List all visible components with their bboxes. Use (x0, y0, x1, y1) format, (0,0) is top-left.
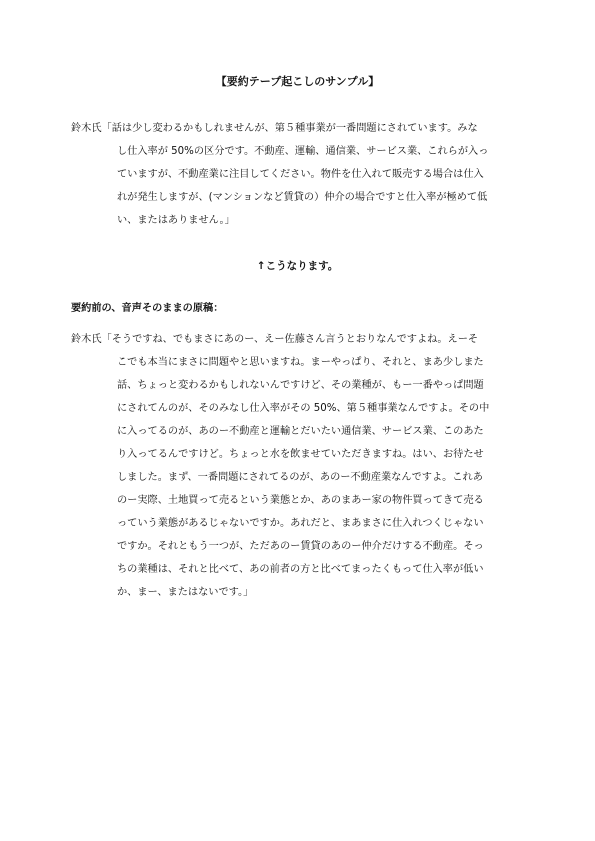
original-line: か、まー、またはないです。」 (117, 587, 254, 598)
original-line: り入ってるんですけど。ちょっと水を飲ませていただきますね。はい、お待たせ (117, 449, 484, 460)
document-title: 【要約テープ起こしのサンプル】 (215, 75, 380, 88)
summary-line: し仕入率が 50%の区分です。不動産、運輸、通信業、サービス業、これらが入っ (117, 146, 489, 157)
original-line: に入ってるのが、あのー不動産と運輸とだいたい通信業、サービス業、このあた (117, 426, 484, 437)
original-line: ちの業種は、それと比べて、あの前者の方と比べてまったくもって仕入率が低い (117, 564, 484, 575)
summary-transcript (71, 117, 531, 232)
original-line: しました。まず、一番問題にされてるのが、あのー不動産業なんですよ。これあ (117, 472, 483, 483)
arrow-note: ↑こうなります。 (256, 260, 339, 272)
summary-line: ていますが、不動産業に注目してください。物件を仕入れて販売する場合は仕入 (117, 169, 484, 180)
original-line: こでも本当にまさに問題やと思いますね。まーやっぱり、それと、まあ少しまた (117, 357, 484, 368)
summary-line: れが発生しますが、(マンションなど賃貸の）仲介の場合ですと仕入率が極めて低 (117, 192, 488, 203)
original-line: ですか。それともう一つが、ただあのー賃貸のあのー仲介だけする不動産。そっ (117, 541, 484, 552)
summary-line: 鈴木氏「話は少し変わるかもしれませんが、第５種事業が一番問題にされています。みな (71, 123, 478, 134)
summary-line: い、またはありません。」 (117, 215, 235, 226)
original-line: にされてんのが、そのみなし仕入率がその 50%、第５種事業なんですよ。その中 (117, 403, 490, 414)
original-line: 話、ちょっと変わるかもしれないんですけど、その業種が、もー一番やっぱ問題 (117, 380, 484, 391)
original-transcript (71, 328, 531, 604)
original-line: 鈴木氏「そうですね、でもまさにあのー、えー佐藤さん言うとおりなんですよね。えーそ (71, 334, 479, 345)
original-line: っていう業態があるじゃないですか。あれだと、まあまさに仕入れつくじゃない (117, 518, 484, 529)
original-heading: 要約前の、音声そのままの原稿： (71, 303, 224, 314)
original-line: のー実際、土地買って売るという業態とか、あのまあー家の物件買ってきて売る (117, 495, 484, 506)
